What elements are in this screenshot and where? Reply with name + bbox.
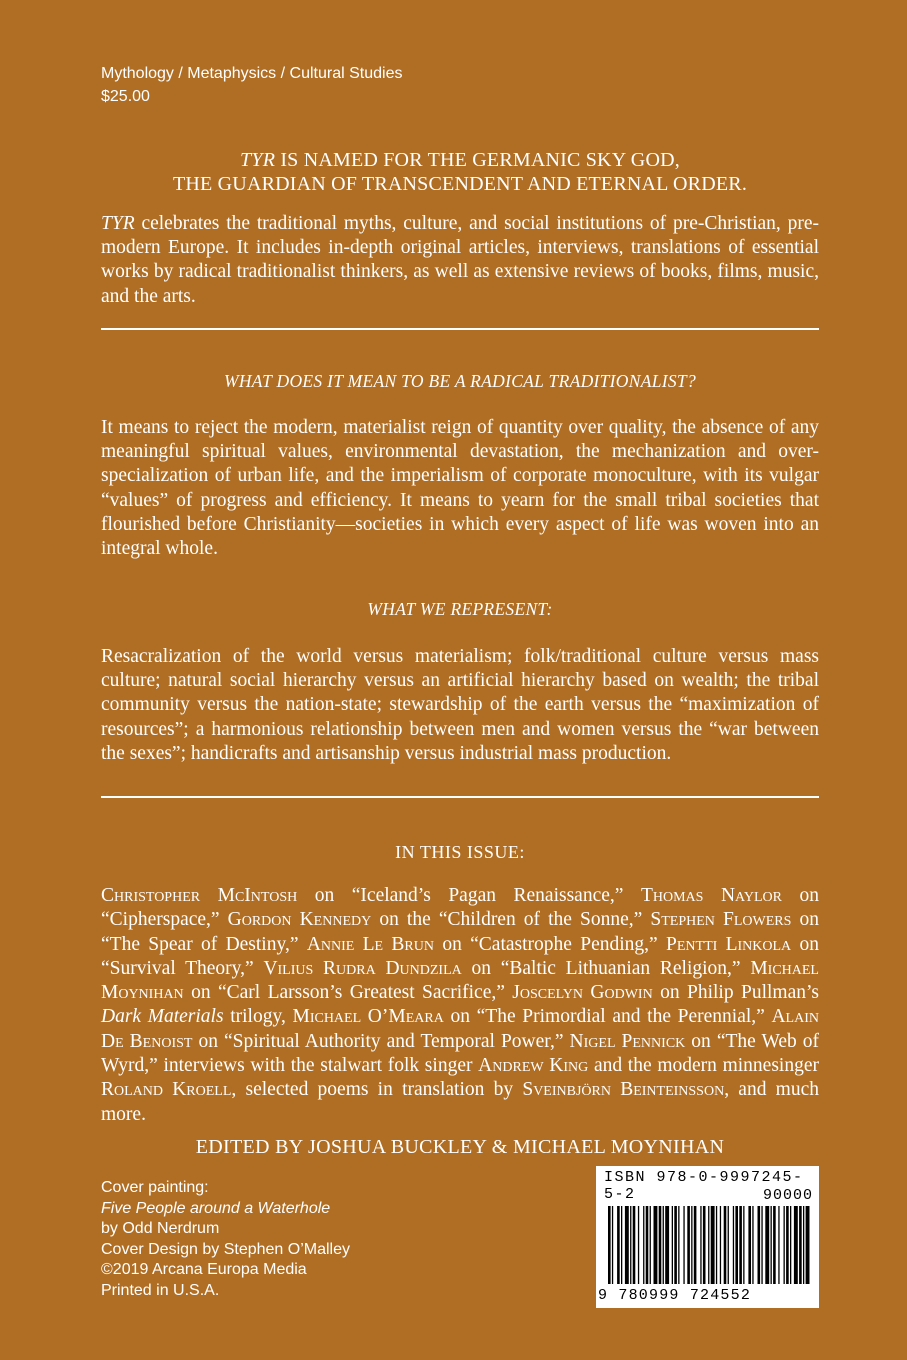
barcode-bar — [683, 1206, 684, 1284]
addon-code: 90000 — [762, 1187, 813, 1204]
issue-author: Michael O’Meara — [292, 1006, 444, 1028]
barcode-bar — [633, 1206, 636, 1284]
issue-topic: on “Iceland’s Pagan Renaissance,” — [297, 885, 641, 906]
barcode-bar — [608, 1206, 611, 1284]
category-label: Mythology / Metaphysics / Cultural Studies — [101, 65, 403, 82]
credit-copyright: ©2019 Arcana Europa Media — [101, 1261, 307, 1278]
top-meta — [101, 62, 402, 108]
headline-line2: THE GUARDIAN OF TRANSCENDENT AND ETERNAL ORDER. — [172, 173, 748, 195]
credit-painting-title: Five People around a Waterhole — [101, 1199, 331, 1217]
barcode-bar — [761, 1206, 762, 1284]
barcode-bar — [790, 1206, 791, 1284]
section1-heading: WHAT DOES IT MEAN TO BE A RADICAL TRADITIONALIST? — [223, 371, 696, 391]
barcode-bar — [733, 1206, 734, 1284]
issue-author: Gordon Kennedy — [227, 909, 372, 931]
barcode-bar — [720, 1206, 721, 1284]
issue-topic: on “The Web of Wyrd,” interviews with the stalwart folk singer — [101, 1030, 819, 1077]
barcode-bar — [724, 1206, 727, 1284]
issue-topic: and the modern minnesinger — [588, 1055, 819, 1077]
barcode-bar — [711, 1206, 715, 1284]
barcode-bar — [743, 1206, 744, 1284]
issue-author: Joscelyn Godwin — [512, 982, 653, 1004]
barcode-bar — [765, 1206, 769, 1284]
issue-topic: trilogy, — [223, 1006, 293, 1028]
headline-tyr: TYR — [240, 149, 276, 171]
barcode-bar — [786, 1206, 789, 1284]
credit-painter: by Odd Nerdrum — [101, 1220, 220, 1237]
section1-body: It means to reject the modern, materialist reign of quantity over quality, the absence of any meaningful spiritual values, environmental devastation, the mechanization and over-specialization of urban life, and the imperialism of corporate monoculture, with its vulgar “values” of progress and efficiency. It means to yearn for the small tribal societies that flourished before Christianity—societies in which every aspect of life was woven into an integral whole. — [101, 417, 819, 560]
barcode-bar — [621, 1206, 622, 1284]
barcode-bar — [663, 1206, 664, 1284]
price-label: $25.00 — [101, 88, 150, 105]
barcode-bar — [773, 1206, 776, 1284]
issue-author: Michael Moynihan — [101, 957, 819, 1004]
issue-author: Christopher McIntosh — [101, 885, 298, 906]
barcode-bar — [784, 1206, 785, 1284]
issue-heading: IN THIS ISSUE: — [395, 842, 525, 862]
issue-author: Andrew King — [478, 1055, 589, 1077]
issue-topic: on “Carl Larsson’s Greatest Sacrifice,” — [183, 982, 513, 1004]
issue-topic: on “Cipherspace,” — [101, 885, 820, 931]
barcode-bar — [758, 1206, 761, 1284]
barcode-bar — [665, 1206, 669, 1284]
divider-1 — [101, 328, 819, 330]
barcode-bar — [643, 1206, 644, 1284]
barcode-box — [596, 1166, 819, 1308]
barcode-bar — [735, 1206, 738, 1284]
issue-author: Thomas Naylor — [640, 885, 782, 906]
barcode-bar — [650, 1206, 651, 1284]
barcode-bar — [806, 1206, 810, 1284]
issue-topic: on “Catastrophe Pending,” — [434, 933, 667, 955]
barcode-bar — [799, 1206, 802, 1284]
headline — [101, 148, 819, 196]
section2-body: Resacralization of the world versus materialism; folk/traditional culture versus mass culture; natural social hierarchy versus an artificial hierarchy based on wealth; the tribal community versus the nation-state; stewardship of the earth versus the “maximization of resources”; a harmonious relationship between men and women versus the “war between the sexes”; handicrafts and artisanship versus industrial mass production. — [101, 646, 819, 764]
barcode-bar — [672, 1206, 673, 1284]
barcode-bar — [803, 1206, 804, 1284]
issue-author: Roland Kroell — [101, 1079, 232, 1101]
editors-line: EDITED BY JOSHUA BUCKLEY & MICHAEL MOYNIHAN — [195, 1136, 725, 1158]
barcode-bar — [612, 1206, 613, 1284]
issue-topic: on Philip Pullman’s — [652, 982, 819, 1004]
credit-cover-design: Cover Design by Stephen O’Malley — [101, 1240, 351, 1258]
issue-topic: on “Spiritual Authority and Temporal Power,” — [192, 1030, 570, 1052]
barcode-bar — [778, 1206, 779, 1284]
barcode-bar — [617, 1206, 620, 1284]
issue-topic: , selected poems in translation by — [231, 1079, 523, 1101]
barcode-bar — [630, 1206, 631, 1284]
barcode-bar — [691, 1206, 692, 1284]
credit-cover-painting: Cover painting: — [101, 1179, 209, 1196]
issue-author: Sveinbjörn Beinteinsson — [522, 1079, 725, 1101]
barcode-bar — [728, 1206, 729, 1284]
barcode-bar — [646, 1206, 649, 1284]
credits — [101, 1178, 350, 1301]
isbn-text: ISBN 978-0-9997245-5-2 — [604, 1169, 804, 1203]
barcode-bar — [687, 1206, 690, 1284]
issue-topic: on “The Spear of Destiny,” — [101, 909, 819, 955]
barcode-bar — [716, 1206, 717, 1284]
barcode-bar — [703, 1206, 706, 1284]
issue-topic: on “Survival Theory,” — [101, 933, 820, 979]
headline-line1: IS NAMED FOR THE GERMANIC SKY GOD, — [275, 149, 680, 171]
intro-text: celebrates the traditional myths, culture, and social institutions of pre-Christian, pre-modern Europe. It includes in-depth original articles, interviews, translations of essential works by radical traditionalist thinkers, as well as extensive reviews of books, films, music, and the arts. — [101, 213, 819, 307]
barcode-bar — [659, 1206, 662, 1284]
issue-author: Nigel Pennick — [569, 1030, 686, 1052]
issue-title-italic: Dark Materials — [101, 1006, 224, 1028]
barcode-bar — [700, 1206, 701, 1284]
issue-author: Stephen Flowers — [650, 909, 792, 931]
barcode-bar — [638, 1206, 639, 1284]
barcode-bar — [694, 1206, 697, 1284]
barcode-bar — [739, 1206, 742, 1284]
issue-author: Annie Le Brun — [306, 933, 434, 955]
issue-topic: on the “Children of the Sonne,” — [371, 909, 651, 931]
section2-heading: WHAT WE REPRESENT: — [367, 599, 553, 619]
barcode-bar — [771, 1206, 772, 1284]
issue-author: Pentti Linkola — [666, 933, 792, 955]
barcode-bar — [678, 1206, 679, 1284]
intro-tyr: TYR — [101, 213, 135, 234]
barcode-bar — [654, 1206, 658, 1284]
barcode-icon — [608, 1206, 810, 1286]
divider-2 — [101, 796, 819, 798]
issue-topic: on “Baltic Lithuanian Religion,” — [461, 957, 751, 979]
barcode-bar — [794, 1206, 798, 1284]
credit-printed: Printed in U.S.A. — [101, 1281, 220, 1299]
barcode-bar — [752, 1206, 753, 1284]
barcode-bar — [708, 1206, 709, 1284]
issue-author: Alain De Benoist — [101, 1006, 819, 1052]
barcode-bar — [625, 1206, 629, 1284]
issue-topic: , and much more. — [101, 1079, 820, 1125]
barcode-bar — [674, 1206, 677, 1284]
issue-topic: on “The Primordial and the Perennial,” — [443, 1006, 772, 1028]
intro-paragraph — [101, 212, 819, 309]
issue-contents — [101, 884, 819, 1127]
ean-digits: 9 780999 724552 — [598, 1287, 752, 1304]
issue-author: Vilius Rudra Dundzila — [263, 957, 462, 979]
barcode-bar — [748, 1206, 751, 1284]
